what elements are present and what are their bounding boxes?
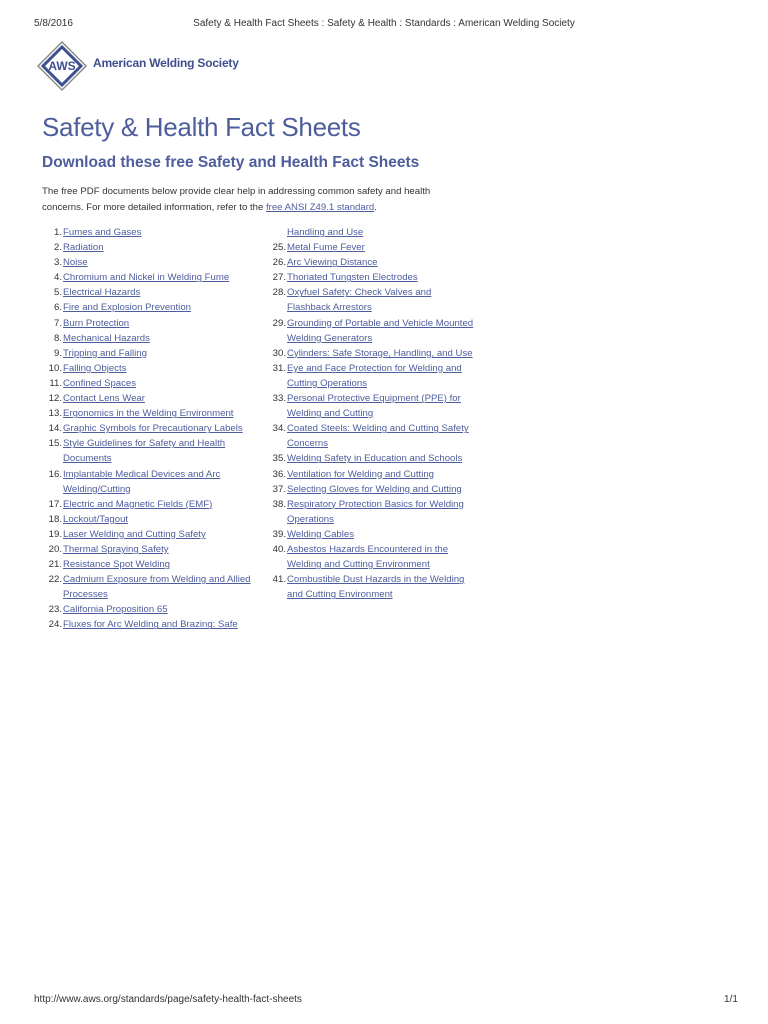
list-item	[264, 557, 489, 572]
fact-sheet-link[interactable]: Style Guidelines for Safety and Health	[63, 438, 226, 450]
list-item	[264, 542, 489, 557]
list-item	[40, 436, 265, 451]
fact-sheet-link[interactable]: Welding Safety in Education and Schools	[287, 453, 463, 465]
fact-sheet-link[interactable]: Fumes and Gases	[63, 227, 142, 238]
list-number: 35.	[272, 453, 286, 465]
fact-sheet-link[interactable]: Electrical Hazards	[63, 287, 141, 299]
list-item	[40, 300, 265, 315]
list-item	[40, 542, 265, 557]
intro-paragraph	[42, 184, 472, 215]
print-date: 5/8/2016	[34, 18, 73, 29]
logo-letters: AWS	[48, 59, 76, 73]
list-number: 26.	[272, 257, 286, 269]
list-item	[264, 391, 489, 406]
list-number: 3.	[53, 257, 62, 269]
list-number: 17.	[48, 498, 62, 510]
list-number: 2.	[53, 242, 62, 254]
list-item	[264, 512, 489, 527]
list-number: 11.	[49, 377, 62, 389]
list-number: 28.	[272, 287, 286, 299]
list-item	[264, 300, 489, 315]
intro-text: The free PDF documents below provide clear help in addressing common safety and health concerns. For more detailed information, refer to the	[42, 186, 431, 213]
list-number: 41.	[272, 574, 286, 586]
fact-sheet-link[interactable]: Ergonomics in the Welding Environment	[63, 408, 234, 420]
list-number: 24.	[48, 619, 62, 631]
list-number: 40.	[272, 543, 286, 555]
fact-sheet-link[interactable]: Metal Fume Fever	[287, 242, 365, 254]
fact-sheet-link-continued[interactable]: Handling and Use	[287, 227, 364, 238]
list-item	[264, 225, 489, 240]
list-number: 10.	[48, 362, 62, 374]
list-item	[40, 602, 265, 617]
list-item	[40, 482, 265, 497]
list-number: 20.	[48, 543, 62, 555]
brand-name[interactable]: American Welding Society	[93, 56, 239, 70]
list-number: 25.	[272, 242, 286, 254]
list-item	[40, 527, 265, 542]
list-item	[264, 331, 489, 346]
fact-sheet-link-continued[interactable]: Welding and Cutting Environment	[287, 559, 430, 571]
ansi-z49-link[interactable]: free ANSI Z49.1 standard	[265, 201, 375, 213]
list-number: 27.	[272, 272, 286, 284]
list-item	[40, 572, 265, 587]
fact-sheet-link-continued[interactable]: Welding and Cutting	[287, 408, 374, 420]
list-item	[264, 451, 489, 466]
list-item	[40, 617, 265, 632]
list-item	[264, 240, 489, 255]
fact-sheet-link[interactable]: Tripping and Falling	[63, 347, 147, 359]
list-number: 39.	[272, 528, 286, 540]
page-subheading: Download these free Safety and Health Fact Sheets	[42, 154, 420, 171]
list-number: 4.	[53, 272, 62, 284]
fact-sheet-link[interactable]: Laser Welding and Cutting Safety	[63, 528, 206, 540]
fact-sheet-link[interactable]: Combustible Dust Hazards in the Welding	[287, 574, 465, 586]
list-item	[40, 421, 265, 436]
fact-sheet-link-continued[interactable]: Welding Generators	[287, 332, 373, 344]
list-number: 30.	[272, 347, 286, 359]
fact-sheet-link-continued[interactable]: Operations	[287, 513, 334, 525]
list-number: 7.	[53, 317, 62, 329]
fact-sheet-link[interactable]: Radiation	[63, 242, 104, 254]
list-item	[264, 285, 489, 300]
page-title: Safety & Health Fact Sheets	[42, 112, 361, 142]
list-number: 33.	[272, 393, 286, 405]
list-item	[40, 361, 265, 376]
fact-sheet-link-continued[interactable]: Welding/Cutting	[63, 483, 131, 495]
list-item	[40, 406, 265, 421]
fact-sheet-link[interactable]: Welding Cables	[287, 528, 355, 540]
fact-sheet-link[interactable]: Thermal Spraying Safety	[63, 543, 169, 555]
list-number: 23.	[48, 604, 62, 616]
fact-sheet-list-right	[264, 225, 489, 602]
list-number: 8.	[53, 332, 62, 344]
fact-sheet-link[interactable]: Falling Objects	[63, 362, 127, 374]
list-item	[40, 255, 265, 270]
list-item	[264, 421, 489, 436]
list-number: 15.	[48, 438, 62, 450]
list-item	[264, 316, 489, 331]
fact-sheet-link-continued[interactable]: Flashback Arrestors	[287, 302, 372, 314]
fact-sheet-link-continued[interactable]: Documents	[63, 453, 112, 465]
fact-sheet-link[interactable]: Oxyfuel Safety: Check Valves and	[287, 287, 432, 299]
list-number: 1.	[53, 227, 62, 238]
list-item	[40, 270, 265, 285]
list-item	[40, 376, 265, 391]
fact-sheet-list-left	[40, 225, 265, 633]
print-page-number: 1/1	[724, 994, 738, 1005]
list-item	[264, 527, 489, 542]
list-number: 29.	[272, 317, 286, 329]
list-number: 5.	[53, 287, 62, 299]
list-number: 12.	[48, 393, 62, 405]
fact-sheet-link[interactable]: Asbestos Hazards Encountered in the	[287, 543, 449, 555]
list-item	[40, 497, 265, 512]
list-item	[264, 255, 489, 270]
list-number: 22.	[48, 574, 62, 586]
fact-sheet-link-continued[interactable]: Concerns	[287, 438, 329, 450]
fact-sheet-link[interactable]: Coated Steels: Welding and Cutting Safety	[287, 423, 469, 435]
fact-sheet-link-continued[interactable]: Processes	[63, 589, 108, 601]
list-number: 9.	[53, 347, 62, 359]
list-number: 31.	[272, 362, 286, 374]
list-item	[40, 587, 265, 602]
list-item	[264, 346, 489, 361]
list-number: 37.	[272, 483, 286, 495]
fact-sheet-link[interactable]: Cylinders: Safe Storage, Handling, and Use	[287, 347, 473, 359]
list-item	[40, 451, 265, 466]
list-item	[264, 376, 489, 391]
list-number: 19.	[48, 528, 62, 540]
fact-sheet-link[interactable]: Implantable Medical Devices and Arc	[63, 468, 221, 480]
list-number: 6.	[53, 302, 62, 314]
fact-sheet-link[interactable]: Eye and Face Protection for Welding and	[287, 362, 462, 374]
list-item	[264, 467, 489, 482]
list-item	[40, 225, 265, 240]
list-number: 34.	[272, 423, 286, 435]
list-item	[40, 391, 265, 406]
list-number: 14.	[48, 423, 62, 435]
fact-sheet-link[interactable]: Selecting Gloves for Welding and Cutting	[287, 483, 462, 495]
fact-sheet-link[interactable]: Burn Protection	[63, 317, 130, 329]
list-number: 21.	[48, 559, 62, 571]
list-item	[40, 512, 265, 527]
fact-sheet-link-continued[interactable]: Cutting Operations	[287, 377, 367, 389]
fact-sheet-link[interactable]: Grounding of Portable and Vehicle Mounted	[287, 317, 474, 329]
fact-sheet-link[interactable]: Fire and Explosion Prevention	[63, 302, 191, 314]
fact-sheet-link[interactable]: Contact Lens Wear	[63, 393, 145, 405]
list-item	[264, 497, 489, 512]
list-number: 36.	[272, 468, 286, 480]
fact-sheet-link[interactable]: Mechanical Hazards	[63, 332, 150, 344]
list-number: 13.	[48, 408, 62, 420]
list-item	[40, 467, 265, 482]
fact-sheet-link[interactable]: Ventilation for Welding and Cutting	[287, 468, 435, 480]
list-item	[264, 436, 489, 451]
fact-sheet-link[interactable]: Chromium and Nickel in Welding Fume	[63, 272, 230, 284]
list-item	[40, 346, 265, 361]
fact-sheet-link[interactable]: Confined Spaces	[63, 377, 137, 389]
list-item	[264, 587, 489, 602]
list-item	[40, 331, 265, 346]
list-item	[264, 482, 489, 497]
fact-sheet-link[interactable]: Resistance Spot Welding	[63, 559, 171, 571]
fact-sheet-link[interactable]: Cadmium Exposure from Welding and Allied	[63, 574, 251, 586]
list-item	[40, 285, 265, 300]
list-number: 38.	[272, 498, 286, 510]
fact-sheet-link[interactable]: Respiratory Protection Basics for Welding	[287, 498, 464, 510]
fact-sheet-link[interactable]: Noise	[63, 257, 88, 269]
fact-sheet-link[interactable]: Electric and Magnetic Fields (EMF)	[63, 498, 213, 510]
fact-sheet-link[interactable]: Lockout/Tagout	[63, 513, 129, 525]
fact-sheet-link[interactable]: Personal Protective Equipment (PPE) for	[287, 393, 461, 405]
list-item	[264, 270, 489, 285]
list-item	[264, 406, 489, 421]
list-item	[40, 240, 265, 255]
list-item	[40, 316, 265, 331]
fact-sheet-link[interactable]: California Proposition 65	[63, 604, 168, 616]
list-item	[40, 557, 265, 572]
list-item	[264, 361, 489, 376]
intro-end: .	[374, 201, 377, 213]
print-page-title: Safety & Health Fact Sheets : Safety & Health : Standards : American Welding Society	[193, 18, 575, 29]
fact-sheet-link[interactable]: Graphic Symbols for Precautionary Labels	[63, 423, 243, 435]
list-number: 16.	[48, 468, 62, 480]
fact-sheet-link[interactable]: Thoriated Tungsten Electrodes	[287, 272, 418, 284]
fact-sheet-link-continued[interactable]: and Cutting Environment	[287, 589, 393, 601]
aws-logo-icon[interactable]	[36, 40, 88, 92]
list-number: 18.	[48, 513, 62, 525]
list-item	[264, 572, 489, 587]
fact-sheet-link[interactable]: Fluxes for Arc Welding and Brazing: Safe	[63, 619, 238, 631]
fact-sheet-link[interactable]: Arc Viewing Distance	[287, 257, 378, 269]
print-url: http://www.aws.org/standards/page/safety-health-fact-sheets	[34, 994, 302, 1005]
